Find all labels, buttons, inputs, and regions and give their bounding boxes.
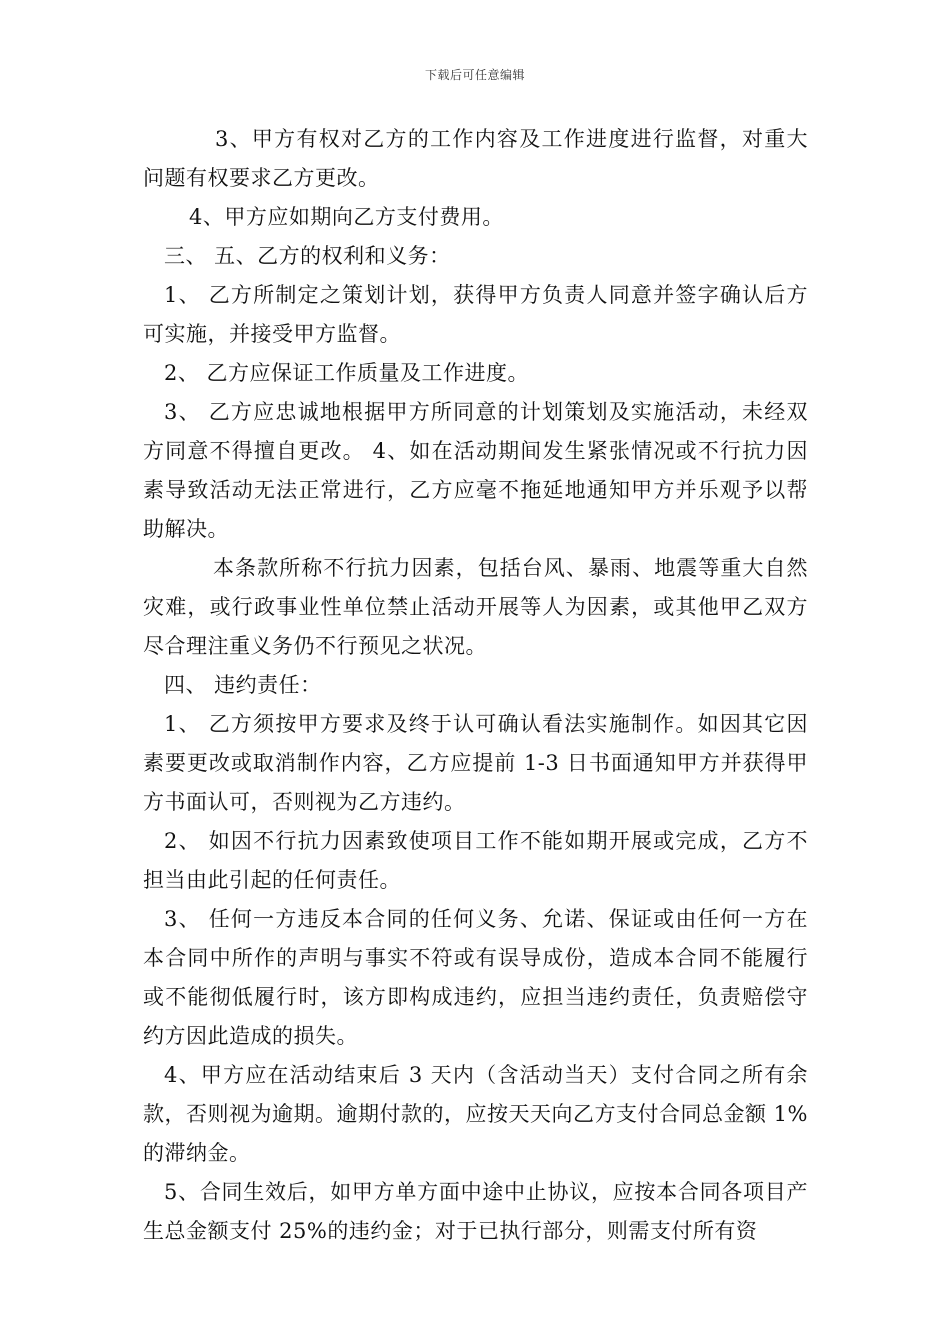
paragraph-7: 本条款所称不行抗力因素，包括台风、暴雨、地震等重大自然灾难，或行政事业性单位禁止活动开展等人为因素，或其他甲乙双方尽合理注重义务仍不行预见之状况。 <box>143 556 808 658</box>
paragraph-6: 3、 乙方应忠诚地根据甲方所同意的计划策划及实施活动，未经双方同意不得擅自更改。 4、如在活动期间发生紧张情况或不行抗力因素导致活动无法正常进行，乙方应毫不拖延地通知甲方并乐观予以帮助解决。 <box>143 400 808 541</box>
page-header: 下载后可任意编辑 <box>424 68 525 82</box>
paragraph-10: 2、 如因不行抗力因素致使项目工作不能如期开展或完成，乙方不担当由此引起的任何责任。 <box>143 829 808 892</box>
document-body <box>143 120 808 1251</box>
paragraph-3: 三、 五、乙方的权利和义务： <box>164 244 451 268</box>
paragraph-8: 四、 违约责任： <box>164 673 322 697</box>
paragraph-12: 4、甲方应在活动结束后 3 天内（含活动当天）支付合同之所有余款，否则视为逾期。逾期付款的，应按天天向乙方支付合同总金额 1%的滞纳金。 <box>143 1063 808 1165</box>
paragraph-2: 4、甲方应如期向乙方支付费用。 <box>189 205 504 229</box>
paragraph-5: 2、 乙方应保证工作质量及工作进度。 <box>164 361 530 385</box>
paragraph-1: 3、甲方有权对乙方的工作内容及工作进度进行监督，对重大问题有权要求乙方更改。 <box>143 127 808 190</box>
paragraph-4: 1、 乙方所制定之策划计划，获得甲方负责人同意并签字确认后方可实施，并接受甲方监督。 <box>143 283 808 346</box>
paragraph-9: 1、 乙方须按甲方要求及终于认可确认看法实施制作。如因其它因素要更改或取消制作内容，乙方应提前 1-3 日书面通知甲方并获得甲方书面认可，否则视为乙方违约。 <box>143 712 808 814</box>
paragraph-11: 3、 任何一方违反本合同的任何义务、允诺、保证或由任何一方在本合同中所作的声明与事实不符或有误导成份，造成本合同不能履行或不能彻低履行时，该方即构成违约，应担当违约责任，负责赔偿守约方因此造成的损失。 <box>143 907 808 1048</box>
paragraph-13: 5、合同生效后，如甲方单方面中途中止协议，应按本合同各项目产生总金额支付 25%的违约金；对于已执行部分，则需支付所有资 <box>143 1180 808 1243</box>
